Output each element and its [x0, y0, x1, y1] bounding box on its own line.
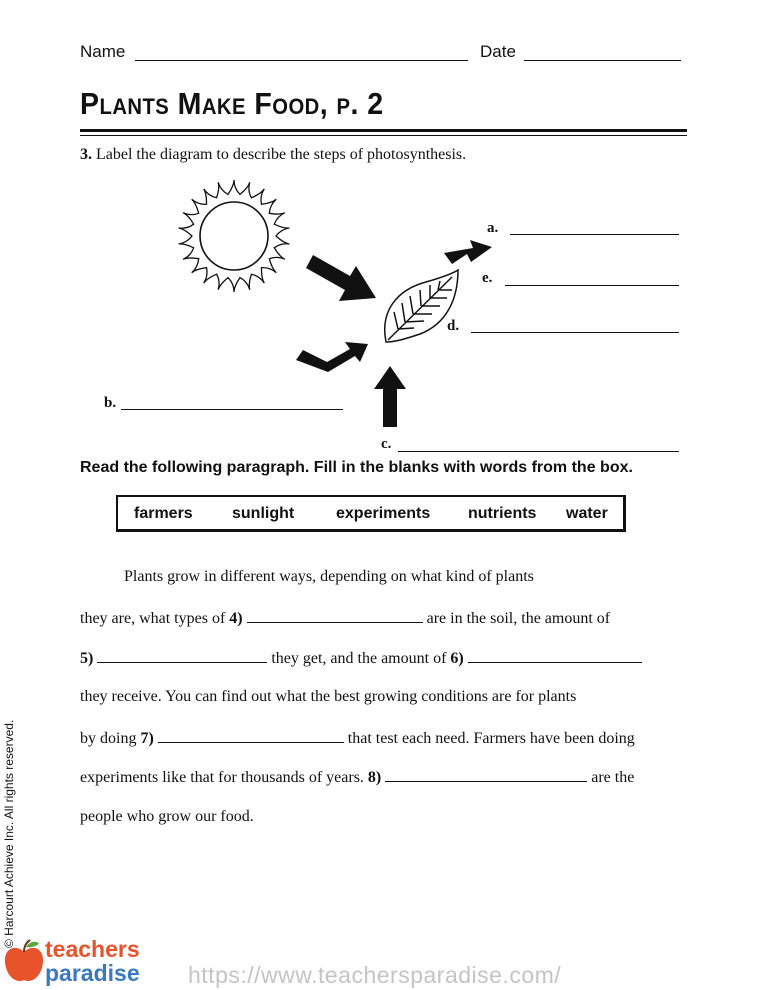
word-water: water: [566, 505, 608, 522]
paragraph-line-3: 5) they get, and the amount of 6): [80, 648, 642, 668]
watermark-url[interactable]: https://www.teachersparadise.com/: [188, 962, 562, 988]
paragraph-line-6: experiments like that for thousands of years. 8) are the: [80, 769, 635, 786]
sun-rays: [179, 180, 290, 292]
sun-icon: [179, 180, 290, 292]
oxygen-arrow: [444, 240, 492, 264]
word-box: [116, 495, 626, 532]
blank-b[interactable]: [121, 409, 343, 410]
label-c: c.: [381, 436, 392, 452]
word-nutrients: nutrients: [468, 505, 537, 522]
page-title: PLANTS MAKE FOOD, P. 2: [80, 86, 384, 121]
question-number: 3.: [80, 146, 92, 163]
sunlight-arrow: [306, 255, 376, 301]
blank-e[interactable]: [505, 285, 679, 286]
word-experiments: experiments: [336, 505, 431, 522]
blank-6[interactable]: [468, 648, 642, 663]
brand-line-1: teachers: [45, 936, 140, 962]
question-text: Label the diagram to describe the steps of photosynthesis.: [96, 146, 467, 163]
blank-d[interactable]: [471, 332, 679, 333]
paragraph-line-4: they receive. You can find out what the best growing conditions are for plants: [80, 688, 577, 705]
blank-7[interactable]: [158, 728, 344, 743]
label-d: d.: [447, 318, 460, 334]
paragraph-line-2: they are, what types of 4) are in the soil, the amount of: [80, 610, 611, 627]
label-a: a.: [487, 220, 499, 236]
label-e: e.: [482, 270, 493, 286]
brand-line-2: paradise: [45, 960, 140, 986]
water-arrow: [374, 366, 406, 427]
paragraph-line-5: by doing 7) that test each need. Farmers have been doing: [80, 730, 635, 747]
apple-icon: [2, 938, 46, 986]
blank-4[interactable]: [247, 608, 423, 623]
blank-a[interactable]: [510, 234, 679, 235]
date-label: Date: [480, 42, 516, 61]
copyright-notice: © Harcourt Achieve Inc. All rights reserved.: [2, 719, 16, 948]
blank-5[interactable]: [97, 648, 267, 663]
paragraph-line-1: Plants grow in different ways, depending on what kind of plants: [124, 568, 534, 585]
label-b: b.: [104, 395, 117, 411]
carbon-dioxide-arrow: [296, 342, 368, 372]
name-label: Name: [80, 42, 126, 61]
word-farmers: farmers: [134, 505, 193, 522]
blank-c[interactable]: [398, 451, 679, 452]
blank-8[interactable]: [385, 767, 587, 782]
instructions: Read the following paragraph. Fill in the blanks with words from the box.: [80, 459, 633, 476]
word-sunlight: sunlight: [232, 505, 295, 522]
paragraph-line-7: people who grow our food.: [80, 808, 254, 825]
